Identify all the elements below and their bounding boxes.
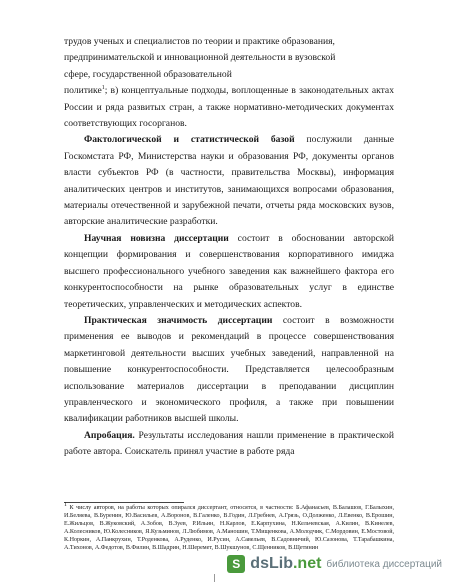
watermark[interactable] — [227, 552, 442, 576]
heading-inline: Фактологической и статистической базой — [84, 134, 295, 146]
brand-tagline: библиотека диссертаций — [326, 558, 442, 570]
footnote-mark: 1 — [64, 501, 67, 508]
page-number-mark — [214, 574, 221, 582]
body-text — [64, 34, 394, 461]
footnote-divider — [64, 502, 184, 503]
footnote — [64, 501, 394, 552]
paragraph-approbation: Апробация. Результаты исследования нашли применение в практической работе автора. Соискатель принял участие в работе ряда — [64, 429, 394, 458]
footnote-ref: 1 — [101, 85, 105, 92]
line: сфере, государственной образовательной — [64, 68, 232, 80]
paragraph-novelty: Научная новизна диссертации состоит в обосновании авторской концепции формирования и совершенствования корпоративного имиджа высшего профессионального учебного заведения как важнейшего фактора его конкурентоспособности на рынке образовательных услуг в единстве теоретических, управленческих и методических аспектов. — [64, 232, 394, 310]
paragraph-continued — [64, 34, 394, 83]
dslib-logo-icon: S — [227, 555, 245, 573]
heading-inline: Практическая значимость диссертации — [84, 314, 273, 326]
heading-inline: Апробация. — [84, 429, 135, 441]
footnote-text: К числу авторов, на работы которых опирался диссертант, относятся, в частности: Б.Афанасьев, В.Балашов, Г.Балыхин, И.Беляева, В.Буренин, Ю.Васильев, А.Воронов, В.Галенко, В.Годин, Л.Гребнев, А.Грязь, О.Долженко, Л.Евенко, В.Ерошин, Е.Жильцов, В.Жуковский, А.Зобов, В.Зуев, Р.Ильин, Н.Карлов, Е.Карпухина, Н.Кельчевская, А.Килин, В.Кинелев, А.Колесников, Ю.Колесников, Я.Кузьминов, Л.Любимов, А.Маношин, Т.Мищенкова, А.Молодчик, С.Мордовин, Е.Мостовой, К.Норкин, А.Панкрухин, Т.Роденкова, А.Руденко, И.Русин, А.Савельев, В.Садовничий, Ю.Сазонова, Т.Тарабашкина, А.Тихонов, А.Федотов, В.Филин, В.Шадрин, Н.Шеремет, В.Шукшунов, С.Щенников, В.Щетинин — [64, 505, 394, 551]
brand-name: dsLib.net — [250, 555, 322, 572]
paragraph-factual-base: Фактологической и статистической базой послужили данные Госкомстата РФ, Министерства науки и образования РФ, документы органов власти субъектов РФ (в частности, правительства Москвы), информация аналитических центров и институтов, занимающихся вопросами образования, материалы отечественной и зарубежной печати, отчеты ряда московских вузов, авторские аналитические разработки. — [64, 134, 394, 228]
paragraph-policy: политике$^1$; в) концептуальные подходы, воплощенные в законодательных актах России и ряда развитых стран, а также нормативно-методических документах соответствующих госорганов. — [64, 85, 394, 130]
heading-inline: Научная новизна диссертации — [84, 232, 229, 244]
paragraph-practical-value: Практическая значимость диссертации состоит в возможности применения ее выводов и рекомендаций в процессе совершенствования маркетинговой деятельности высших учебных заведений, направленной на повышение конкурентоспособности. Представляется целесообразным использование материалов диссертации в преподавании дисциплин управленческого и экономического профиля, а также при повышении квалификации работников высшей школы. — [64, 314, 394, 425]
line: трудов ученых и специалистов по теории и практике образования, — [64, 36, 335, 47]
line: предпринимательской и инновационной деятельности в вузовской — [64, 52, 336, 64]
